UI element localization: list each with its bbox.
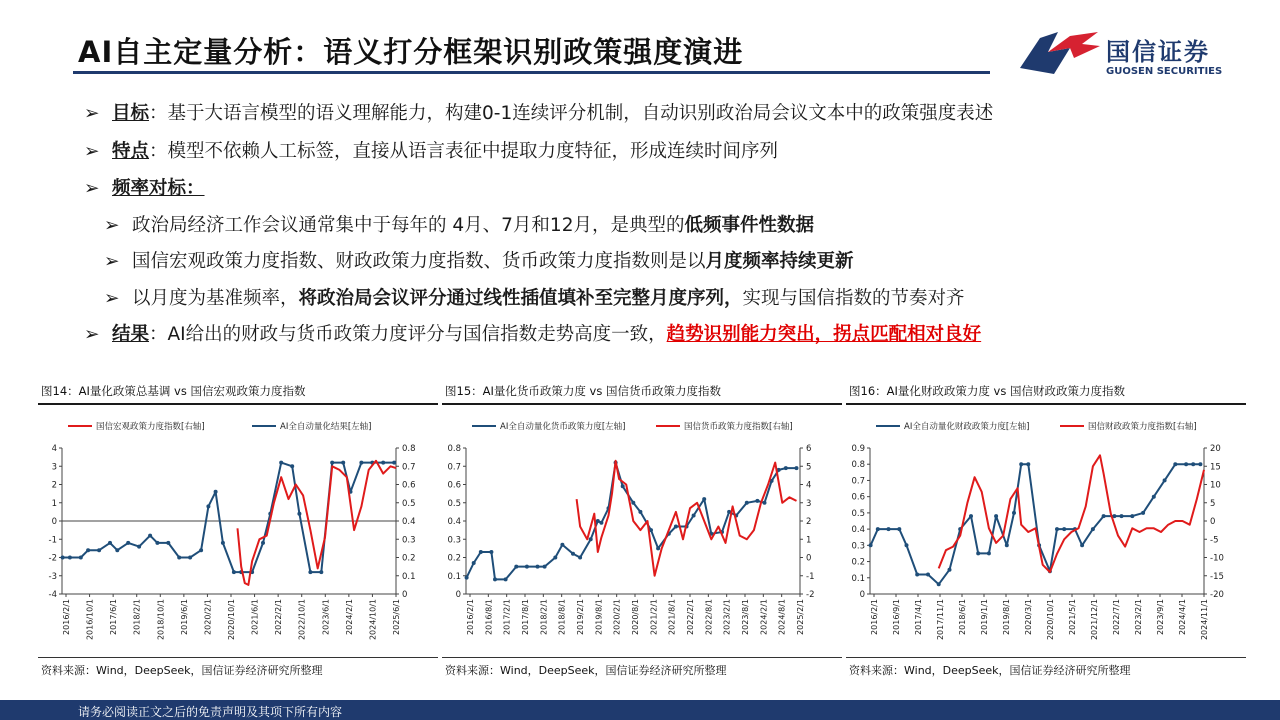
right-tick-label: 0.4 [402, 517, 416, 527]
left-tick-label: 0.9 [851, 444, 865, 454]
guosen-index-line [238, 461, 397, 585]
right-tick-label: 15 [1210, 462, 1221, 473]
left-tick-label: -2 [48, 553, 57, 564]
left-tick-label: 3 [51, 462, 57, 473]
right-tick-label: 0.6 [402, 480, 416, 491]
figure-source: 资料来源：Wind，DeepSeek，国信证券经济研究所整理 [41, 664, 323, 677]
x-tick-label: 2020/8/1 [631, 599, 640, 635]
right-tick-label: -2 [806, 590, 815, 600]
ai-series-point [86, 548, 90, 552]
right-tick-label: 0.1 [402, 571, 416, 582]
sub-bullet-index [104, 247, 854, 273]
x-tick-label: 2018/2/1 [539, 599, 549, 635]
ai-series-line [467, 463, 797, 580]
right-tick-label: 4 [806, 480, 812, 491]
ai-series-point [543, 565, 547, 569]
left-tick-label: 0.8 [851, 460, 865, 471]
figure-14 [38, 378, 438, 678]
figure-title: 图16：AI量化财政政策力度 vs 国信财政政策力度指数 [849, 384, 1125, 398]
ai-series-point [68, 556, 72, 560]
ai-series-point [279, 461, 283, 465]
x-tick-label: 2021/6/1 [250, 599, 260, 635]
sub1-text: 政治局经济工作会议通常集中于每年的 4月、7月和12月，是典型的 [132, 215, 685, 236]
bullet-feature [84, 137, 778, 163]
right-tick-label: 0 [1210, 517, 1216, 527]
ai-series-point [784, 466, 788, 470]
x-tick-label: 2024/2/1 [344, 599, 354, 635]
x-tick-label: 2019/6/1 [179, 599, 189, 635]
ai-series-point [745, 501, 749, 505]
ai-series-point [472, 561, 476, 565]
right-tick-label: 0 [402, 590, 408, 600]
ai-series-point [795, 466, 799, 470]
ai-series-point [631, 501, 635, 505]
x-tick-label: 2018/2/1 [132, 599, 142, 635]
ai-series-point [359, 461, 363, 465]
x-tick-label: 2020/2/1 [203, 599, 213, 635]
figure-title: 图14：AI量化政策总基调 vs 国信宏观政策力度指数 [41, 384, 306, 398]
ai-series-point [1163, 478, 1167, 482]
feature-label: 特点 [112, 141, 150, 162]
bullet-arrow-icon: ➢ [104, 215, 120, 236]
result-highlight: 趋势识别能力突出，拐点匹配相对良好 [666, 324, 982, 345]
right-tick-label: -20 [1210, 590, 1224, 600]
x-tick-label: 2023/2/1 [1134, 599, 1143, 635]
x-tick-label: 2023/8/1 [741, 599, 750, 635]
ai-series-point [381, 461, 385, 465]
x-tick-label: 2022/2/1 [686, 599, 695, 635]
ai-series-point [969, 514, 973, 518]
footer-bar [0, 700, 1280, 720]
x-tick-label: 2022/8/1 [704, 599, 714, 635]
x-tick-label: 2017/2/1 [502, 599, 512, 635]
bullet-arrow-icon: ➢ [104, 251, 120, 272]
ai-series-point [596, 519, 600, 523]
result-label: 结果 [112, 324, 150, 345]
ai-series-point [994, 514, 998, 518]
ai-series-point [948, 568, 952, 572]
x-tick-label: 2021/5/1 [1068, 599, 1077, 635]
ai-series-point [297, 512, 301, 516]
ai-series-point [308, 570, 312, 574]
x-tick-label: 2020/3/1 [1024, 599, 1033, 635]
ai-series-point [290, 464, 294, 468]
left-tick-label: 0.2 [447, 553, 461, 564]
x-tick-label: 2017/4/1 [914, 599, 923, 635]
ai-series-point [341, 461, 345, 465]
x-tick-label: 2017/6/1 [109, 599, 119, 635]
left-tick-label: 1 [51, 498, 57, 509]
ai-series-point [905, 543, 909, 547]
x-tick-label: 2017/11/1 [936, 599, 945, 641]
x-tick-label: 2019/2/1 [576, 599, 585, 635]
left-tick-label: 0.6 [447, 480, 461, 491]
x-tick-label: 2016/8/1 [484, 599, 494, 635]
ai-series-point [465, 576, 469, 580]
right-tick-label: 0.2 [402, 553, 416, 564]
ai-series-point [319, 570, 323, 574]
ai-series-point [261, 541, 265, 545]
left-tick-label: 0.7 [447, 462, 461, 473]
figure-source: 资料来源：Wind，DeepSeek，国信证券经济研究所整理 [849, 664, 1131, 677]
ai-series-point [206, 504, 210, 508]
ai-series-point [897, 527, 901, 531]
ai-series-point [479, 550, 483, 554]
ai-series-point [1173, 462, 1177, 466]
ai-series-point [1152, 495, 1156, 499]
ai-series-line [63, 463, 395, 572]
ai-series-point [915, 573, 919, 577]
left-tick-label: 0.3 [851, 541, 865, 552]
ai-series-point [1062, 527, 1066, 531]
bullet-result [84, 320, 981, 346]
ai-series-point [887, 527, 891, 531]
title-underline [73, 71, 990, 74]
ai-series-point [553, 556, 557, 560]
x-tick-label: 2023/2/1 [722, 599, 732, 635]
ai-series-point [221, 541, 225, 545]
x-tick-label: 2025/6/1 [392, 599, 401, 635]
left-tick-label: 0.8 [447, 444, 461, 454]
left-tick-label: 0.5 [447, 498, 461, 509]
ai-series-line [871, 464, 1201, 584]
x-tick-label: 2019/8/1 [1002, 599, 1011, 635]
left-tick-label: 0 [859, 590, 865, 600]
ai-series-point [1198, 462, 1202, 466]
ai-series-point [1120, 514, 1124, 518]
ai-series-point [232, 570, 236, 574]
right-tick-label: 0.8 [402, 444, 416, 454]
x-tick-label: 2020/2/1 [612, 599, 622, 635]
frequency-label: 频率对标： [112, 178, 205, 199]
left-tick-label: 0.4 [851, 525, 865, 536]
right-tick-label: 20 [1210, 444, 1221, 454]
left-tick-label: 0.1 [851, 573, 865, 584]
x-tick-label: 2025/2/1 [796, 599, 805, 635]
x-tick-label: 2016/10/1 [85, 599, 95, 641]
ai-series-point [504, 577, 508, 581]
x-tick-label: 2018/8/1 [557, 599, 567, 635]
left-tick-label: 0.6 [851, 492, 865, 503]
left-tick-label: 0.1 [447, 571, 461, 582]
x-tick-label: 2023/6/1 [321, 599, 331, 635]
right-tick-label: 0.5 [402, 498, 416, 509]
page-title: AI自主定量分析：语义打分框架识别政策强度演进 [78, 35, 744, 69]
ai-series-point [1080, 543, 1084, 547]
goal-label: 目标 [112, 103, 150, 124]
left-tick-label: 2 [51, 480, 57, 491]
ai-series-point [188, 556, 192, 560]
x-tick-label: 2016/2/1 [870, 599, 879, 635]
x-tick-label: 2017/8/1 [521, 599, 530, 635]
x-tick-label: 2021/2/1 [649, 599, 659, 635]
brand-name-en: GUOSEN SECURITIES [1106, 66, 1223, 77]
x-tick-label: 2020/10/1 [227, 599, 236, 641]
disclaimer-text: 请务必阅读正文之后的免责声明及其项下所有内容 [78, 705, 343, 719]
ai-series-point [79, 556, 83, 560]
ai-series-point [493, 577, 497, 581]
ai-series-point [489, 550, 493, 554]
figure-title-rule [442, 403, 842, 405]
ai-series-point [514, 565, 518, 569]
result-text: ：AI给出的财政与货币政策力度评分与国信指数走势高度一致， [149, 324, 667, 345]
ai-series-point [1026, 462, 1030, 466]
x-tick-label: 2018/6/1 [958, 599, 967, 635]
ai-series-point [126, 541, 130, 545]
ai-series-point [1184, 462, 1188, 466]
ai-series-point [1191, 462, 1195, 466]
right-tick-label: -5 [1210, 535, 1219, 546]
ai-series-point [108, 541, 112, 545]
ai-series-point [392, 461, 396, 465]
left-tick-label: 0.4 [447, 517, 461, 527]
x-tick-label: 2018/10/1 [156, 599, 166, 641]
ai-series-point [61, 556, 65, 560]
x-tick-label: 2016/2/1 [62, 599, 71, 635]
bullet-frequency [84, 174, 205, 200]
bullet-arrow-icon: ➢ [84, 178, 100, 199]
figure-title: 图15：AI量化货币政策力度 vs 国信货币政策力度指数 [445, 384, 721, 398]
figure-source: 资料来源：Wind，DeepSeek，国信证券经济研究所整理 [445, 664, 727, 677]
x-tick-label: 2016/9/1 [892, 599, 901, 635]
brand-logo [1018, 28, 1223, 78]
ai-series-point [536, 565, 540, 569]
right-tick-label: 2 [806, 517, 812, 527]
right-tick-label: -10 [1210, 553, 1224, 564]
x-tick-label: 2024/11/1 [1200, 599, 1209, 641]
ai-series-point [755, 499, 759, 503]
left-tick-label: 0.2 [851, 557, 865, 568]
ai-series-point [869, 543, 873, 547]
guosen-logo-icon [1018, 28, 1102, 78]
ai-series-point [763, 501, 767, 505]
x-tick-label: 2021/12/1 [1090, 599, 1099, 641]
left-tick-label: 0.3 [447, 535, 461, 546]
x-tick-label: 2019/8/1 [594, 599, 604, 635]
right-tick-label: 0 [806, 553, 812, 564]
ai-series-point [137, 545, 141, 549]
ai-series-point [1055, 527, 1059, 531]
ai-series-point [155, 541, 159, 545]
x-tick-label: 2022/2/1 [274, 599, 284, 635]
sub-bullet-interpolation [104, 284, 965, 310]
right-tick-label: 1 [806, 535, 812, 546]
sub3-pre: 以月度为基准频率， [132, 288, 299, 309]
right-tick-label: 0.7 [402, 462, 416, 473]
ai-series-point [214, 490, 218, 494]
ai-series-point [115, 548, 119, 552]
left-tick-label: 4 [51, 444, 57, 454]
brand-name-cn: 国信证券 [1106, 38, 1210, 66]
ai-series-point [876, 527, 880, 531]
x-tick-label: 2020/10/1 [1046, 599, 1055, 641]
bullet-arrow-icon: ➢ [84, 141, 100, 162]
right-tick-label: 5 [1210, 498, 1216, 509]
ai-series-point [926, 573, 930, 577]
ai-series-point [621, 484, 625, 488]
right-tick-label: 10 [1210, 480, 1221, 491]
goal-text: ：基于大语言模型的语义理解能力，构建0-1连续评分机制，自动识别政治局会议文本中的政策强度表述 [149, 103, 994, 124]
ai-series-point [571, 552, 575, 556]
ai-series-point [987, 551, 991, 555]
sub-bullet-meeting [104, 211, 814, 237]
ai-series-point [702, 497, 706, 501]
ai-series-point [976, 551, 980, 555]
left-tick-label: -3 [48, 571, 57, 582]
ai-series-point [1005, 543, 1009, 547]
figure-source-rule [442, 657, 842, 658]
left-tick-label: 0 [51, 517, 57, 527]
ai-series-point [656, 546, 660, 550]
legend-label: 国信财政政策力度指数[右轴] [1088, 422, 1197, 432]
ai-series-point [1019, 462, 1023, 466]
x-tick-label: 2024/8/1 [777, 599, 787, 635]
sub2-bold: 月度频率持续更新 [705, 251, 854, 272]
legend-label: AI全自动量化财政政策力度[左轴] [904, 422, 1030, 432]
ai-series-point [692, 514, 696, 518]
feature-text: ：模型不依赖人工标签，直接从语言表征中提取力度特征，形成连续时间序列 [149, 141, 779, 162]
left-tick-label: -4 [48, 590, 57, 600]
right-tick-label: 5 [806, 462, 812, 473]
legend-label: AI全自动量化货币政策力度[左轴] [500, 422, 626, 432]
right-tick-label: -1 [806, 571, 815, 582]
ai-series-point [1091, 527, 1095, 531]
legend-label: 国信宏观政策力度指数[右轴] [96, 422, 205, 432]
ai-series-point [148, 534, 152, 538]
x-tick-label: 2024/10/1 [368, 599, 378, 641]
ai-series-point [1012, 511, 1016, 515]
sub1-bold: 低频事件性数据 [684, 215, 814, 236]
right-tick-label: 0.3 [402, 535, 416, 546]
legend-label: AI全自动量化结果[左轴] [280, 422, 372, 432]
figure-title-rule [38, 403, 438, 405]
left-tick-label: 0 [455, 590, 461, 600]
ai-series-point [638, 510, 642, 514]
figure-15 [442, 378, 842, 678]
left-tick-label: 0.5 [851, 508, 865, 519]
x-tick-label: 2022/7/1 [1112, 599, 1121, 635]
sub3-bold: 将政治局会议评分通过线性插值填补至完整月度序列， [298, 288, 743, 309]
ai-series-point [1102, 514, 1106, 518]
right-tick-label: 6 [806, 444, 812, 454]
x-tick-label: 2024/4/1 [1178, 599, 1187, 635]
ai-series-point [166, 541, 170, 545]
ai-series-point [560, 543, 564, 547]
bullet-arrow-icon: ➢ [104, 288, 120, 309]
x-tick-label: 2019/1/1 [980, 599, 989, 635]
ai-series-point [1130, 514, 1134, 518]
ai-series-point [97, 548, 101, 552]
x-tick-label: 2022/10/1 [297, 599, 307, 641]
figure-title-rule [846, 403, 1246, 405]
figure-16 [846, 378, 1246, 678]
ai-series-point [589, 537, 593, 541]
ai-series-point [1141, 511, 1145, 515]
chart-monetary-policy [442, 408, 842, 656]
ai-series-point [199, 548, 203, 552]
ai-series-point [937, 582, 941, 586]
ai-series-point [599, 521, 603, 525]
bullet-arrow-icon: ➢ [84, 103, 100, 124]
left-tick-label: -1 [48, 535, 57, 546]
guosen-index-line [577, 461, 797, 576]
x-tick-label: 2021/8/1 [667, 599, 677, 635]
bullet-arrow-icon: ➢ [84, 324, 100, 345]
legend-label: 国信货币政策力度指数[右轴] [684, 422, 793, 432]
chart-fiscal-policy [846, 408, 1246, 656]
ai-series-point [674, 525, 678, 529]
ai-series-point [525, 565, 529, 569]
ai-series-point [177, 556, 181, 560]
sub3-post: 实现与国信指数的节奏对齐 [742, 288, 965, 309]
left-tick-label: 0.7 [851, 476, 865, 487]
ai-series-point [578, 556, 582, 560]
figure-source-rule [38, 657, 438, 658]
right-tick-label: 3 [806, 498, 812, 509]
right-tick-label: -15 [1210, 571, 1224, 582]
x-tick-label: 2024/2/1 [759, 599, 769, 635]
x-tick-label: 2023/9/1 [1156, 599, 1165, 635]
bullet-goal [84, 99, 993, 125]
ai-series-point [330, 461, 334, 465]
x-tick-label: 2016/2/1 [466, 599, 475, 635]
sub2-text: 国信宏观政策力度指数、财政政策力度指数、货币政策力度指数则是以 [132, 251, 706, 272]
figure-source-rule [846, 657, 1246, 658]
chart-macro-policy [38, 408, 438, 656]
